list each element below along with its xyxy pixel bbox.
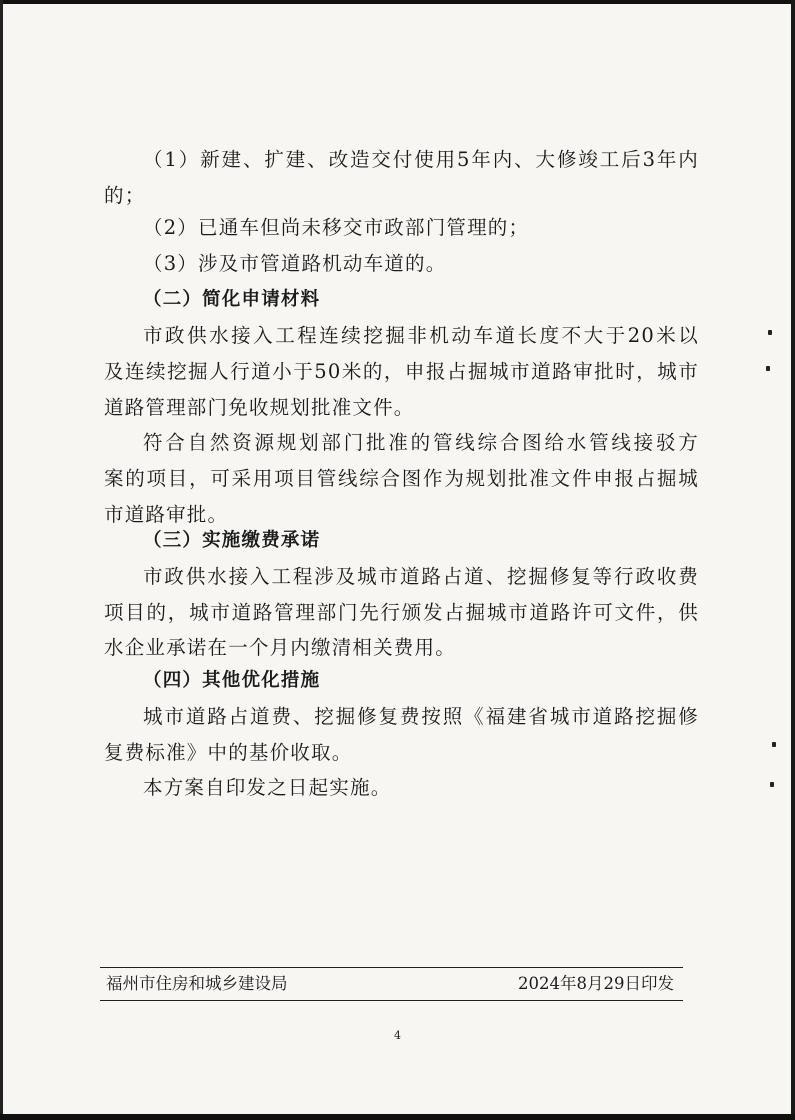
footer-issuer: 福州市住房和城乡建设局 [106, 974, 288, 993]
paragraph-2a-line-2: 及连续挖掘人行道小于50米的，申报占掘城市道路审批时，城市 [104, 360, 699, 383]
paragraph-2b-line-3: 市道路审批。 [104, 503, 229, 526]
item-2: （2）已通车但尚未移交市政部门管理的； [143, 216, 530, 239]
scan-border-left [0, 0, 3, 1120]
item-1-line-2: 的； [104, 184, 146, 207]
footer-rule-bottom [100, 1000, 683, 1001]
paragraph-4-line-1: 城市道路占道费、挖掘修复费按照《福建省城市道路挖掘修 [143, 705, 699, 728]
paragraph-2b-line-2: 案的项目，可采用项目管线综合图作为规划批准文件申报占掘城 [104, 467, 699, 490]
section-heading-payment-commitment: （三）实施缴费承诺 [143, 530, 321, 551]
footer-rule-top [100, 967, 683, 968]
item-1-line-1: （1）新建、扩建、改造交付使用5年内、大修竣工后3年内 [143, 148, 699, 171]
scan-border-top [0, 0, 795, 4]
paragraph-3-line-3: 水企业承诺在一个月内缴清相关费用。 [104, 636, 456, 659]
paragraph-2a-line-3: 道路管理部门免收规划批准文件。 [104, 396, 415, 419]
section-heading-other-measures: （四）其他优化措施 [143, 670, 321, 691]
section-heading-simplify-materials: （二）简化申请材料 [143, 289, 321, 310]
scan-speck [770, 782, 774, 787]
footer-issue-date: 2024年8月29日印发 [518, 974, 674, 993]
paragraph-3-line-1: 市政供水接入工程涉及城市道路占道、挖掘修复等行政收费 [143, 565, 699, 588]
item-3: （3）涉及市管道路机动车道的。 [143, 252, 447, 275]
scan-speck [772, 742, 776, 747]
page-number: 4 [394, 1029, 401, 1042]
paragraph-2b-line-1: 符合自然资源规划部门批准的管线综合图给水管线接驳方 [143, 431, 699, 454]
scan-border-bottom [0, 1114, 795, 1120]
scan-speck [768, 330, 772, 335]
scan-border-right [791, 0, 795, 1120]
paragraph-4-line-2: 复费标准》中的基价收取。 [104, 741, 353, 764]
paragraph-3-line-2: 项目的，城市道路管理部门先行颁发占掘城市道路许可文件，供 [104, 601, 699, 624]
scan-speck [766, 366, 770, 371]
closing-statement: 本方案自印发之日起实施。 [143, 776, 392, 799]
paragraph-2a-line-1: 市政供水接入工程连续挖掘非机动车道长度不大于20米以 [143, 324, 699, 347]
